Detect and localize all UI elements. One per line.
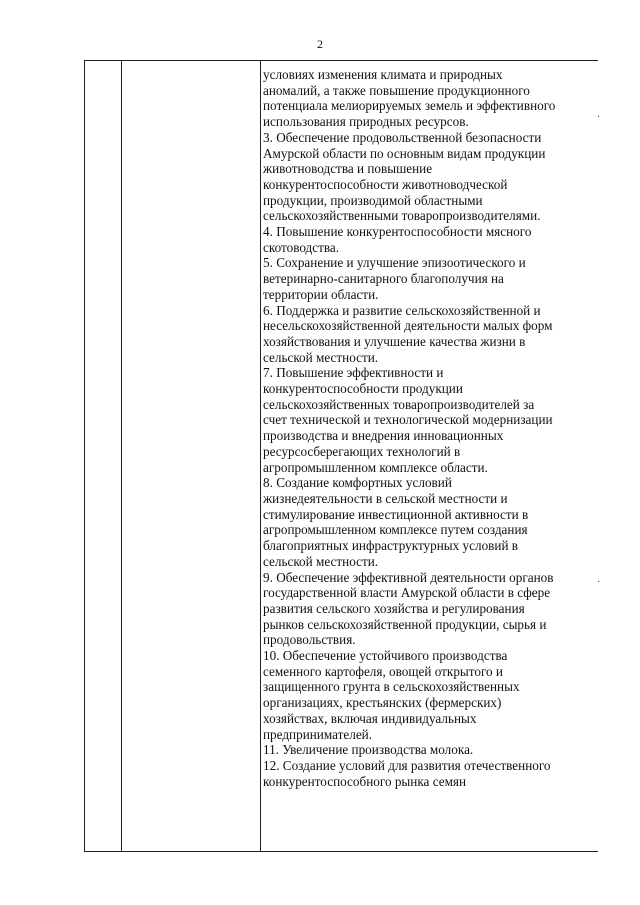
content-line: агропромышленном комплексе области. — [263, 459, 488, 475]
content-line: стимулирование инвестиционной активности в — [263, 506, 529, 522]
content-line: организациях, крестьянских (фермерских) — [263, 695, 502, 711]
content-line: животноводства и повышение — [263, 161, 433, 177]
content-line: сельской местности. — [263, 553, 379, 569]
content-line: продовольствия. — [263, 632, 356, 648]
column-divider-2 — [260, 61, 261, 851]
content-line: производства и внедрения инновационных — [263, 428, 504, 444]
content-line: 8. Создание комфортных условий — [263, 475, 452, 491]
margin-tick-mark: · — [597, 112, 601, 123]
document-table — [84, 60, 601, 852]
content-line: конкурентоспособности продукции — [263, 381, 463, 397]
content-line: хозяйствования и улучшение качества жизни в — [263, 333, 526, 349]
content-line: скотоводства. — [263, 239, 340, 255]
content-line: благоприятных инфраструктурных условий в — [263, 538, 519, 554]
content-line: 4. Повышение конкурентоспособности мясного — [263, 224, 532, 240]
content-line: 12. Создание условий для развития отечественного — [263, 757, 551, 773]
page-number: 2 — [317, 37, 323, 51]
content-line: конкурентоспособности животноводческой — [263, 176, 508, 192]
margin-tick-mark: · — [597, 577, 601, 588]
table-content-cell — [263, 67, 599, 789]
content-line: 5. Сохранение и улучшение эпизоотического и — [263, 255, 526, 271]
content-line: использования природных ресурсов. — [263, 114, 469, 130]
content-line: агропромышленном комплексе путем создания — [263, 522, 528, 538]
content-line: территории области. — [263, 286, 379, 302]
content-line: ветеринарно-санитарного благополучия на — [263, 271, 504, 287]
content-line: аномалий, а также повышение продукционного — [263, 82, 530, 98]
content-line: 6. Поддержка и развитие сельскохозяйственной и — [263, 302, 541, 318]
content-line: хозяйствах, включая индивидуальных — [263, 710, 477, 726]
content-line: защищенного грунта в сельскохозяйственных — [263, 679, 520, 695]
content-line: счет технической и технологической модернизации — [263, 412, 553, 428]
content-line: потенциала мелиорируемых земель и эффективного — [263, 98, 556, 114]
content-line: развития сельского хозяйства и регулирования — [263, 600, 525, 616]
content-line: Амурской области по основным видам продукции — [263, 145, 546, 161]
content-line: 11. Увеличение производства молока. — [263, 742, 474, 758]
content-line: несельскохозяйственной деятельности малых форм — [263, 318, 553, 334]
content-line: жизнедеятельности в сельской местности и — [263, 490, 508, 506]
content-line: предпринимателей. — [263, 726, 373, 742]
content-line: сельской местности. — [263, 349, 379, 365]
content-line: 7. Повышение эффективности и — [263, 365, 444, 381]
content-line: рынков сельскохозяйственной продукции, сырья и — [263, 616, 547, 632]
content-line: продукции, производимой областными — [263, 192, 483, 208]
content-line: 3. Обеспечение продовольственной безопасности — [263, 129, 542, 145]
content-line: ресурсосберегающих технологий в — [263, 443, 461, 459]
content-line: сельскохозяйственных товаропроизводителей за — [263, 396, 535, 412]
content-line: конкурентоспособного рынка семян — [263, 773, 467, 789]
column-divider-1 — [121, 61, 122, 851]
content-line: семенного картофеля, овощей открытого и — [263, 663, 503, 679]
content-line: 10. Обеспечение устойчивого производства — [263, 648, 508, 664]
content-line: сельскохозяйственными товаропроизводителями. — [263, 208, 541, 224]
content-line: 9. Обеспечение эффективной деятельности органов — [263, 569, 554, 585]
content-line: государственной власти Амурской области в сфере — [263, 585, 551, 601]
content-line: условиях изменения климата и природных — [263, 67, 503, 82]
